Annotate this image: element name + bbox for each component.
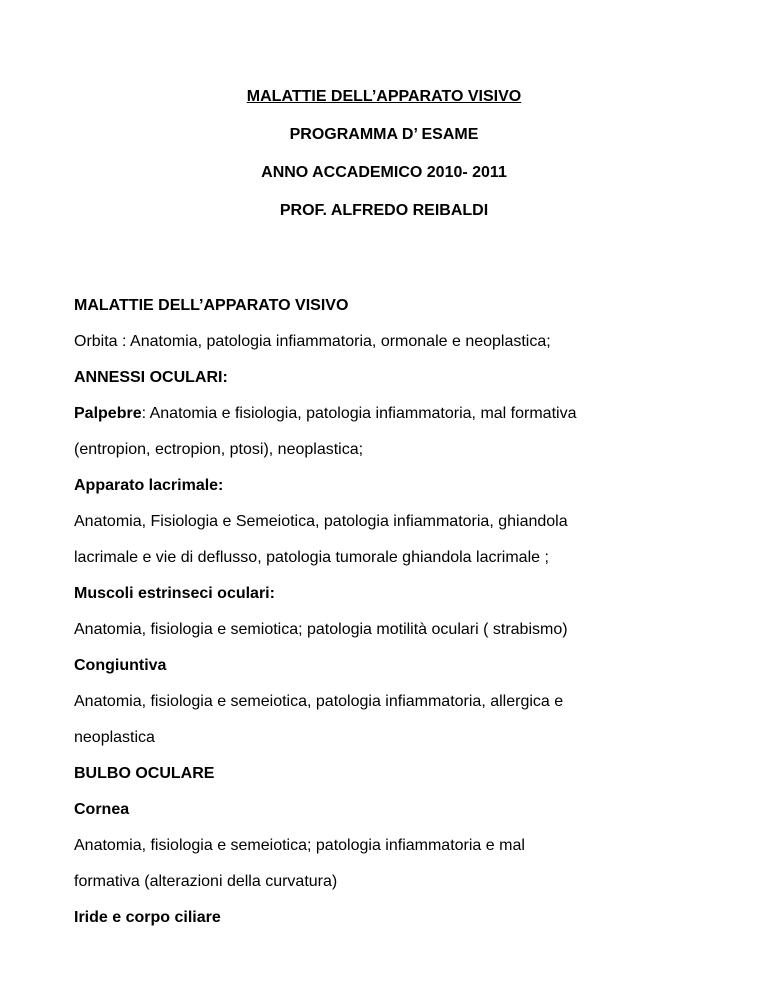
section-heading-main: MALATTIE DELL’APPARATO VISIVO (74, 297, 349, 314)
lacrimale-line-1: Anatomia, Fisiologia e Semeiotica, patologia infiammatoria, ghiandola (74, 513, 568, 530)
orbita-text: Orbita : Anatomia, patologia infiammatoria, ormonale e neoplastica; (74, 333, 551, 350)
document-title: MALATTIE DELL’APPARATO VISIVO (246, 88, 522, 105)
document-subtitle: PROGRAMMA D’ ESAME (289, 126, 479, 143)
muscoli-text: Anatomia, fisiologia e semiotica; patologia motilità oculari ( strabismo) (74, 621, 568, 638)
document-header (0, 86, 768, 238)
subsection-heading-lacrimale: Apparato lacrimale: (74, 477, 224, 494)
cornea-line-2: formativa (alterazioni della curvatura) (74, 873, 338, 890)
subsection-heading-iride: Iride e corpo ciliare (74, 909, 221, 926)
congiuntiva-line-2: neoplastica (74, 729, 155, 746)
cornea-line-1: Anatomia, fisiologia e semeiotica; patologia infiammatoria e mal (74, 837, 525, 854)
academic-year: ANNO ACCADEMICO 2010- 2011 (261, 164, 507, 181)
palpebre-label: Palpebre (74, 405, 142, 422)
subsection-heading-congiuntiva: Congiuntiva (74, 657, 167, 674)
document-body (74, 288, 714, 936)
section-heading-annessi: ANNESSI OCULARI: (74, 369, 228, 386)
section-heading-bulbo: BULBO OCULARE (74, 765, 215, 782)
lacrimale-line-2: lacrimale e vie di deflusso, patologia tumorale ghiandola lacrimale ; (74, 549, 549, 566)
professor-name: PROF. ALFREDO REIBALDI (279, 202, 489, 219)
palpebre-text: : Anatomia e fisiologia, patologia infiammatoria, mal formativa (141, 405, 577, 422)
palpebre-line-1 (74, 396, 714, 432)
subsection-heading-cornea: Cornea (74, 801, 130, 818)
palpebre-line-2: (entropion, ectropion, ptosi), neoplastica; (74, 441, 364, 458)
subsection-heading-muscoli: Muscoli estrinseci oculari: (74, 585, 275, 602)
congiuntiva-line-1: Anatomia, fisiologia e semeiotica, patologia infiammatoria, allergica e (74, 693, 564, 710)
